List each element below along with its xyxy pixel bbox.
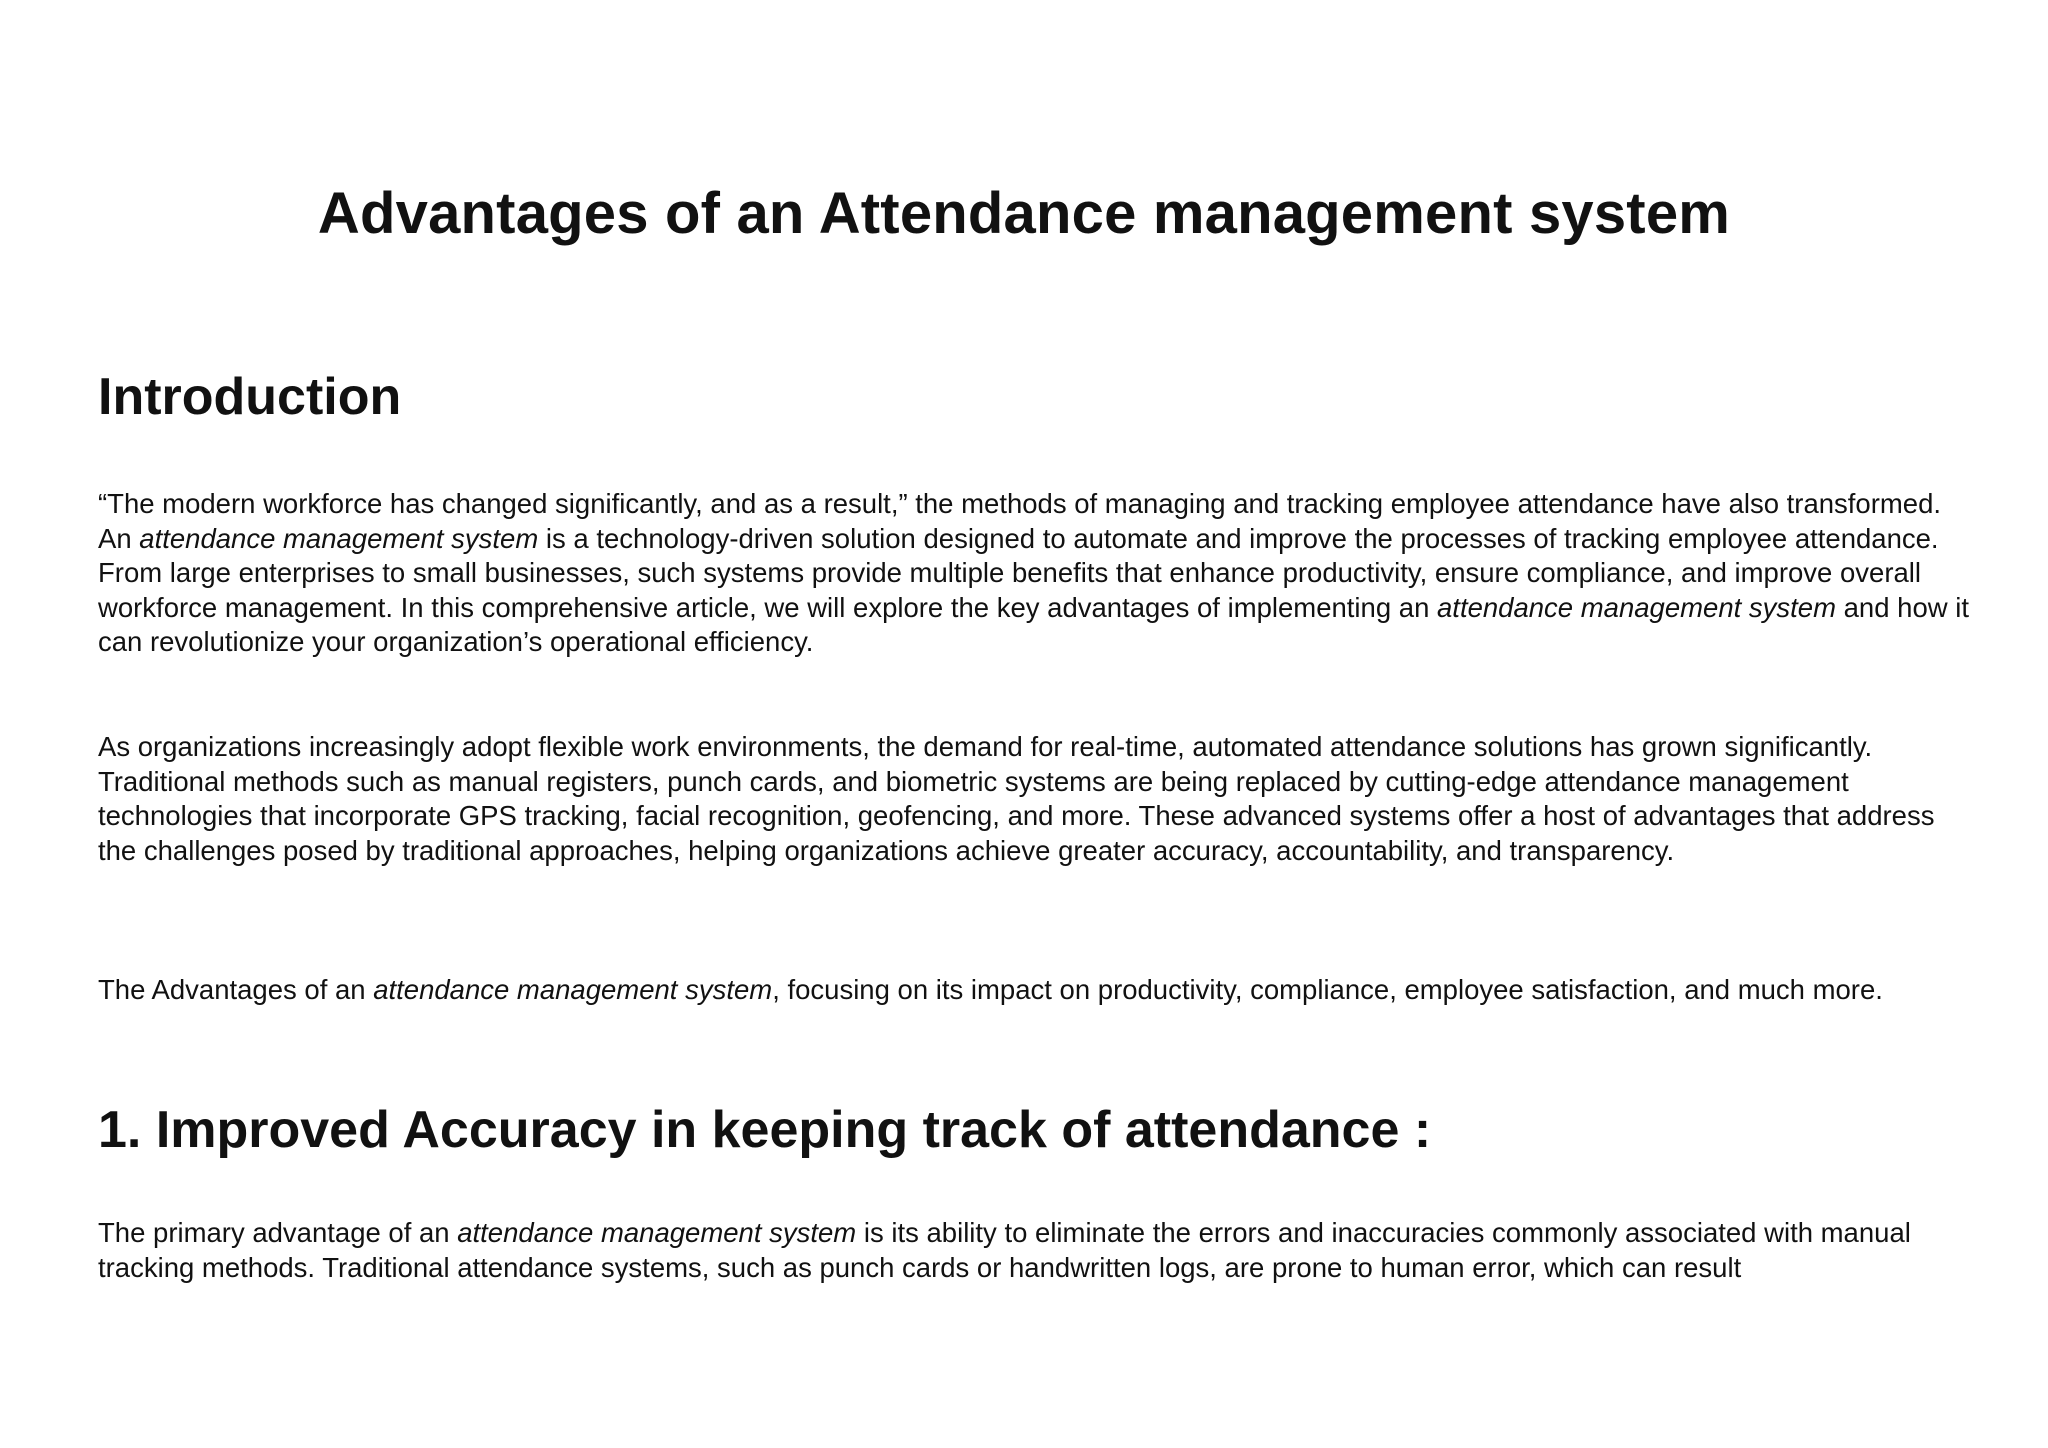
intro-paragraph-1-text-a: “The modern workforce has changed significantly, and as a result,” the methods of managing and tracking employee attendance have also transformed. An (98, 488, 1942, 554)
intro-paragraph-1-emphasis-b: attendance management system (1437, 591, 1836, 623)
intro-paragraph-2: As organizations increasingly adopt flexible work environments, the demand for real-time, automated attendance solutions has grown significantly. Traditional methods such as manual registers, punch cards, and biometric systems are being replaced by cutting-edge attendance management technologies that incorporate GPS tracking, facial recognition, geofencing, and more. These advanced systems offer a host of advantages that address the challenges posed by traditional approaches, helping organizations achieve greater accuracy, accountability, and transparency. (98, 731, 1935, 866)
intro-paragraph-3 (98, 973, 1978, 1008)
intro-paragraph-3-text-b: , focusing on its impact on productivity, compliance, employee satisfaction, and much more. (772, 974, 1883, 1005)
section-1-paragraph-1-text-b: is its ability to eliminate the errors and inaccuracies commonly associated with manual tracking methods. Traditional attendance systems, such as punch cards or handwritten logs, are prone to human error, which can result (98, 1217, 1911, 1283)
intro-paragraph-3-emphasis: attendance management system (373, 974, 773, 1005)
intro-paragraph-1 (98, 487, 1978, 660)
section-1-paragraph-1-text-a: The primary advantage of an (98, 1217, 458, 1248)
section-1-paragraph-1 (98, 1216, 1978, 1285)
introduction-heading: Introduction (98, 368, 402, 426)
section-1-paragraph-1-emphasis: attendance management system (457, 1217, 857, 1248)
intro-paragraph-1-emphasis-a: attendance management system (139, 522, 539, 554)
intro-paragraph-1-text-b: is a technology-driven solution designed to automate and improve the processes of tracking employee attendance. From large enterprises to small businesses, such systems provide multiple benefits that enhance productivity, ensure compliance, and improve overall workforce management. In this comprehensive article, we will explore the key advantages of implementing an (98, 522, 1939, 623)
intro-paragraph-3-text-a: The Advantages of an (98, 974, 374, 1005)
section-1-heading: 1. Improved Accuracy in keeping track of attendance : (98, 1101, 1432, 1159)
document-title: Advantages of an Attendance management system (317, 181, 1731, 246)
intro-paragraph-1-text-c: and how it can revolutionize your organization’s operational efficiency. (98, 591, 1970, 657)
